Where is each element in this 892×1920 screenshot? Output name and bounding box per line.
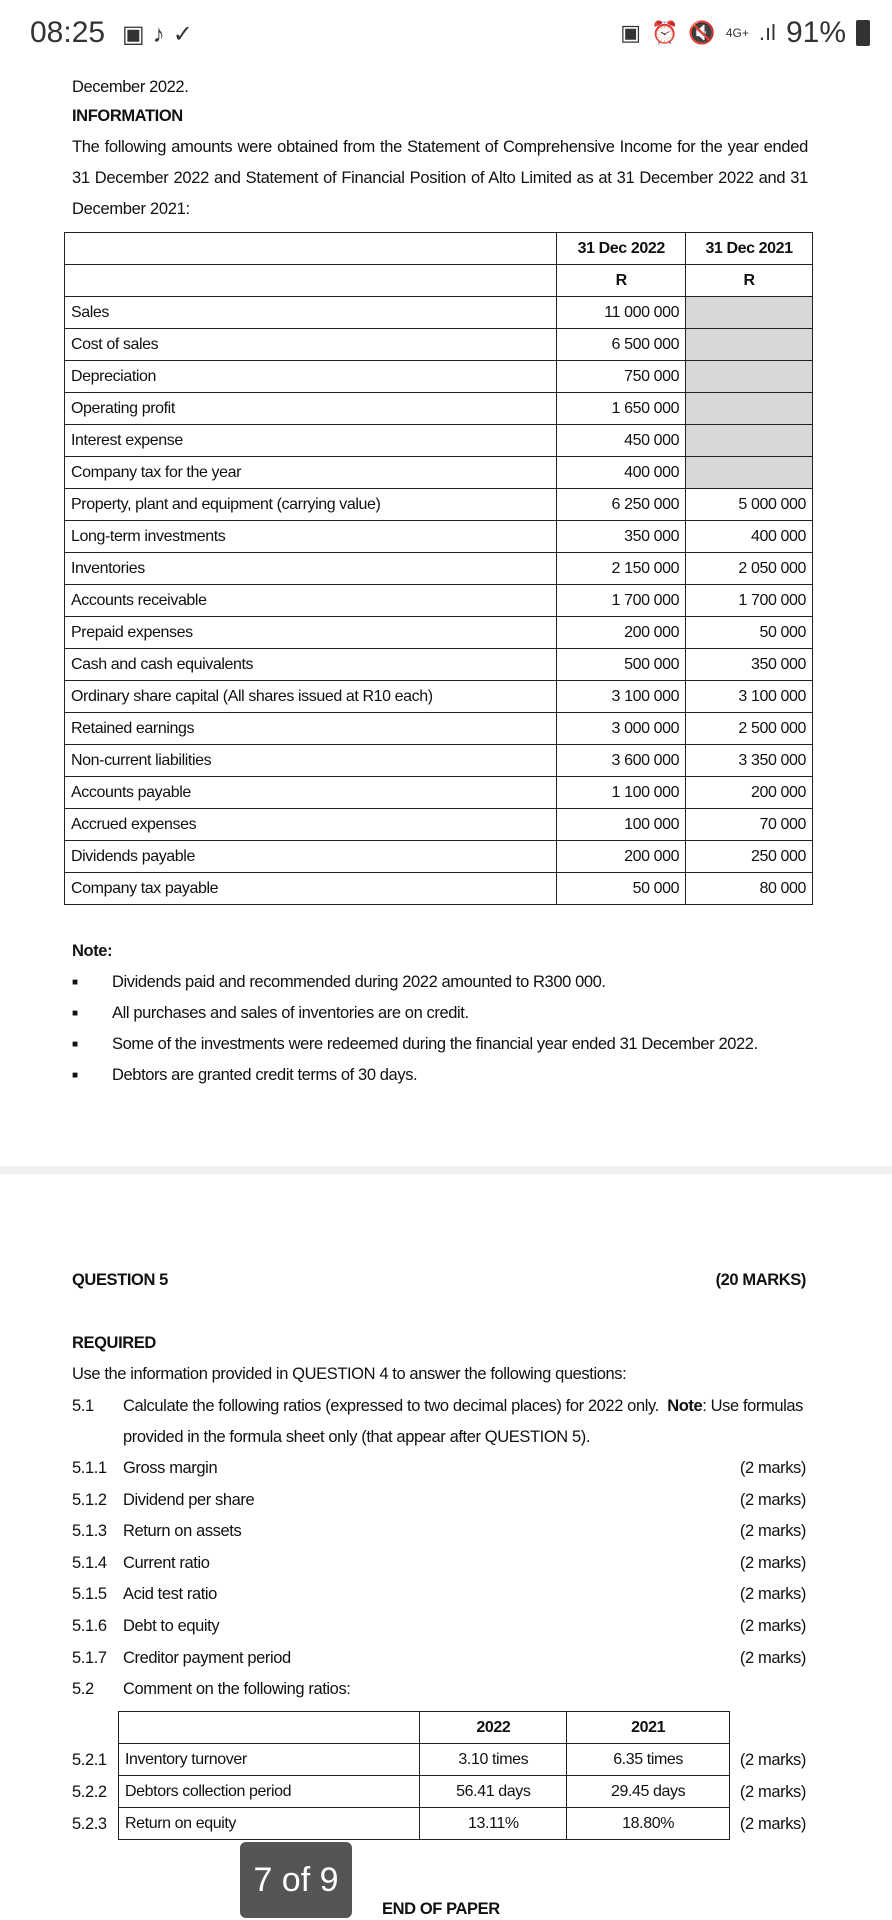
financial-table — [64, 232, 813, 905]
ratio-label: Inventory turnover — [119, 1744, 420, 1776]
item-label: Acid test ratio — [123, 1585, 217, 1604]
battery-saver-icon: ▣ — [620, 20, 641, 45]
header-2021: 31 Dec 2021 — [686, 233, 813, 265]
clock: 08:25 — [30, 16, 106, 49]
value-2021: 1 700 000 — [686, 585, 813, 617]
table-row — [65, 713, 813, 745]
value-2021 — [686, 297, 813, 329]
ratio-2021: 18.80% — [567, 1808, 730, 1840]
item-number: 5.1.6 — [72, 1617, 107, 1635]
table-row — [65, 457, 813, 489]
value-2022: 3 100 000 — [557, 681, 686, 713]
value-2021: 2 050 000 — [686, 553, 813, 585]
information-heading: INFORMATION — [72, 107, 183, 125]
value-2021 — [686, 361, 813, 393]
table-row — [65, 777, 813, 809]
header-2022: 31 Dec 2022 — [557, 233, 686, 265]
value-2021: 3 350 000 — [686, 745, 813, 777]
ratio-row — [119, 1744, 730, 1776]
network-icon: 4G+ — [725, 26, 749, 40]
item-marks: (2 marks) — [739, 1617, 806, 1635]
row-label: Dividends payable — [65, 841, 557, 873]
row-label: Ordinary share capital (All shares issued at R10 each) — [65, 681, 557, 713]
item-number: 5.1.5 — [72, 1585, 107, 1604]
table-row — [65, 489, 813, 521]
table-row — [65, 361, 813, 393]
value-2022: 3 600 000 — [557, 745, 686, 777]
row-label: Sales — [65, 297, 557, 329]
ratio-number: 5.2.1 — [72, 1751, 107, 1769]
row-label: Accrued expenses — [65, 809, 557, 841]
value-2021 — [686, 329, 813, 361]
unit-2022: R — [557, 265, 686, 297]
value-2021: 5 000 000 — [686, 489, 813, 521]
row-label: Property, plant and equipment (carrying value) — [65, 489, 557, 521]
ratio-2021: 6.35 times — [567, 1744, 730, 1776]
ratio-2021: 29.45 days — [567, 1776, 730, 1808]
table-row — [65, 745, 813, 777]
value-2022: 750 000 — [557, 361, 686, 393]
value-2021: 70 000 — [686, 809, 813, 841]
row-label: Depreciation — [65, 361, 557, 393]
table-row — [65, 873, 813, 905]
question-intro: Use the information provided in QUESTION 4 to answer the following questions: — [72, 1365, 627, 1383]
value-2022: 6 500 000 — [557, 329, 686, 361]
page-indicator: 7 of 9 — [240, 1842, 352, 1918]
value-2021: 50 000 — [686, 617, 813, 649]
ratio-2022: 13.11% — [420, 1808, 567, 1840]
download-done-icon: ✓ — [172, 21, 201, 48]
table-row — [65, 553, 813, 585]
table-row — [65, 393, 813, 425]
note-item: All purchases and sales of inventories are on credit. — [112, 1004, 469, 1022]
ratio-header-2022: 2022 — [420, 1712, 567, 1744]
note-item: Some of the investments were redeemed during the financial year ended 31 December 2022. — [112, 1035, 758, 1053]
item-label: Debt to equity — [123, 1617, 220, 1635]
required-heading: REQUIRED — [72, 1334, 156, 1352]
note-item: Dividends paid and recommended during 2022 amounted to R300 000. — [112, 973, 606, 991]
ratio-2022: 56.41 days — [420, 1776, 567, 1808]
q51-number: 5.1 — [72, 1397, 94, 1415]
value-2022: 100 000 — [557, 809, 686, 841]
value-2022: 400 000 — [557, 457, 686, 489]
value-2022: 1 100 000 — [557, 777, 686, 809]
row-label: Prepaid expenses — [65, 617, 557, 649]
ratio-row — [119, 1776, 730, 1808]
value-2022: 11 000 000 — [557, 297, 686, 329]
value-2021 — [686, 457, 813, 489]
row-label: Company tax payable — [65, 873, 557, 905]
ratio-number: 5.2.3 — [72, 1815, 107, 1833]
value-2022: 1 700 000 — [557, 585, 686, 617]
row-label: Cost of sales — [65, 329, 557, 361]
item-number: 5.1.4 — [72, 1553, 107, 1572]
item-label: Current ratio — [123, 1553, 210, 1572]
question-marks: (20 MARKS) — [715, 1271, 806, 1289]
information-text: The following amounts were obtained from the Statement of Comprehensive Income for the year ended 31 December 2022 and Statement of Financial Position of Alto Limited as at 31 December 2022 and 31 December 2021: — [72, 138, 808, 218]
item-label: Gross margin — [123, 1459, 218, 1477]
item-number: 5.1.3 — [72, 1522, 107, 1541]
row-label: Company tax for the year — [65, 457, 557, 489]
row-label: Long-term investments — [65, 521, 557, 553]
page-divider — [0, 1166, 892, 1174]
bullet-icon: ■ — [72, 1070, 79, 1081]
item-marks: (2 marks) — [739, 1490, 806, 1509]
ratio-label: Return on equity — [119, 1808, 420, 1840]
item-marks: (2 marks) — [739, 1522, 806, 1541]
item-marks: (2 marks) — [739, 1648, 806, 1667]
table-row — [65, 425, 813, 457]
row-label: Accounts payable — [65, 777, 557, 809]
item-label: Dividend per share — [123, 1490, 255, 1509]
table-row — [65, 521, 813, 553]
value-2022: 350 000 — [557, 521, 686, 553]
bullet-icon: ■ — [72, 977, 79, 988]
ratio-marks: (2 marks) — [739, 1815, 806, 1833]
q51-text-cont: provided in the formula sheet only (that appear after QUESTION 5). — [123, 1428, 591, 1446]
value-2021: 350 000 — [686, 649, 813, 681]
table-row — [65, 329, 813, 361]
q52-text: Comment on the following ratios: — [123, 1680, 351, 1698]
ratio-marks: (2 marks) — [739, 1751, 806, 1769]
item-label: Creditor payment period — [123, 1648, 291, 1667]
table-row — [65, 649, 813, 681]
row-label: Interest expense — [65, 425, 557, 457]
ratio-label: Debtors collection period — [119, 1776, 420, 1808]
unit-2021: R — [686, 265, 813, 297]
battery-icon — [856, 20, 870, 46]
table-row — [65, 617, 813, 649]
table-row — [65, 841, 813, 873]
value-2022: 1 650 000 — [557, 393, 686, 425]
value-2022: 200 000 — [557, 617, 686, 649]
q51-text: Calculate the following ratios (expressed to two decimal places) for 2022 only. Note: Use formulas — [123, 1397, 804, 1415]
note-item: Debtors are granted credit terms of 30 days. — [112, 1066, 418, 1084]
item-number: 5.1.1 — [72, 1459, 107, 1477]
value-2022: 6 250 000 — [557, 489, 686, 521]
ratio-number: 5.2.2 — [72, 1783, 107, 1801]
gallery-icon: ▣ — [122, 21, 153, 48]
item-number: 5.1.7 — [72, 1648, 107, 1667]
signal-icon: .ıl — [758, 20, 776, 45]
tiktok-icon: ♪ — [152, 21, 173, 48]
table-row — [65, 809, 813, 841]
item-marks: (2 marks) — [739, 1459, 806, 1477]
item-marks: (2 marks) — [739, 1585, 806, 1604]
mute-icon: 🔇 — [688, 20, 716, 45]
note-heading: Note: — [72, 942, 113, 960]
row-label: Cash and cash equivalents — [65, 649, 557, 681]
value-2022: 50 000 — [557, 873, 686, 905]
value-2022: 500 000 — [557, 649, 686, 681]
end-of-paper: END OF PAPER — [382, 1900, 500, 1918]
q52-number: 5.2 — [72, 1680, 94, 1698]
table-row — [65, 585, 813, 617]
question-title: QUESTION 5 — [72, 1271, 168, 1289]
value-2021: 200 000 — [686, 777, 813, 809]
table-row — [65, 297, 813, 329]
item-label: Return on assets — [123, 1522, 242, 1541]
bullet-icon: ■ — [72, 1039, 79, 1050]
table-row — [65, 681, 813, 713]
value-2022: 2 150 000 — [557, 553, 686, 585]
item-marks: (2 marks) — [739, 1553, 806, 1572]
status-bar — [0, 0, 892, 70]
ratio-header-2021: 2021 — [567, 1712, 730, 1744]
value-2021 — [686, 425, 813, 457]
value-2022: 450 000 — [557, 425, 686, 457]
battery-level: 91% — [785, 16, 846, 49]
ratio-marks: (2 marks) — [739, 1783, 806, 1801]
item-number: 5.1.2 — [72, 1490, 107, 1509]
row-label: Non-current liabilities — [65, 745, 557, 777]
value-2021: 400 000 — [686, 521, 813, 553]
value-2021: 80 000 — [686, 873, 813, 905]
row-label: Operating profit — [65, 393, 557, 425]
continued-text: December 2022. — [72, 78, 189, 96]
value-2022: 3 000 000 — [557, 713, 686, 745]
system-icons — [620, 16, 870, 50]
ratio-2022: 3.10 times — [420, 1744, 567, 1776]
row-label: Inventories — [65, 553, 557, 585]
value-2021: 3 100 000 — [686, 681, 813, 713]
ratio-row — [119, 1808, 730, 1840]
value-2021: 2 500 000 — [686, 713, 813, 745]
ratios-table — [118, 1711, 730, 1840]
value-2021: 250 000 — [686, 841, 813, 873]
bullet-icon: ■ — [72, 1008, 79, 1019]
alarm-icon: ⏰ — [651, 20, 679, 45]
notification-icons — [122, 20, 201, 49]
value-2022: 200 000 — [557, 841, 686, 873]
row-label: Accounts receivable — [65, 585, 557, 617]
row-label: Retained earnings — [65, 713, 557, 745]
value-2021 — [686, 393, 813, 425]
